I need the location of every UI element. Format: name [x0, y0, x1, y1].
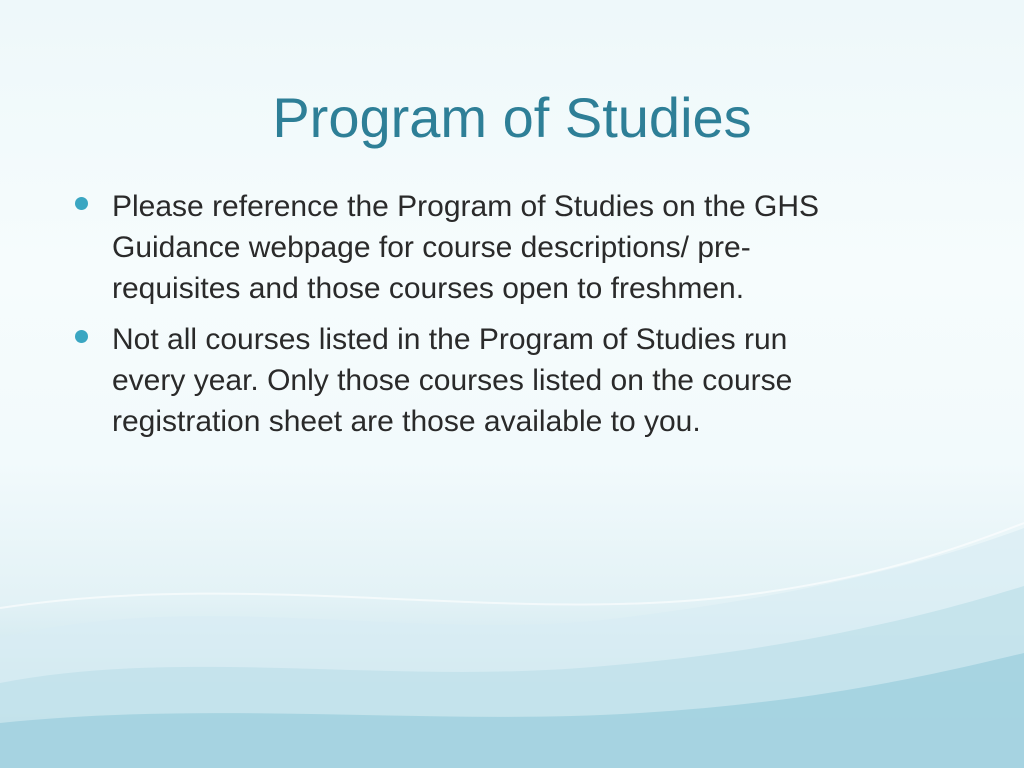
- background-waves: [0, 468, 1024, 768]
- bullet-list: [75, 186, 935, 452]
- bullet-text: Not all courses listed in the Program of Studies run every year. Only those courses listed on the course registration sheet are those available to you.: [112, 323, 793, 438]
- slide-title: Program of Studies: [272, 86, 752, 149]
- bullet-item: [75, 186, 935, 309]
- bullet-dot-icon: [75, 197, 88, 210]
- bullet-text: Please reference the Program of Studies on the GHS Guidance webpage for course descriptions/ pre- requisites and those courses open to freshmen.: [112, 190, 820, 305]
- bullet-item: [75, 319, 935, 442]
- bullet-dot-icon: [75, 330, 88, 343]
